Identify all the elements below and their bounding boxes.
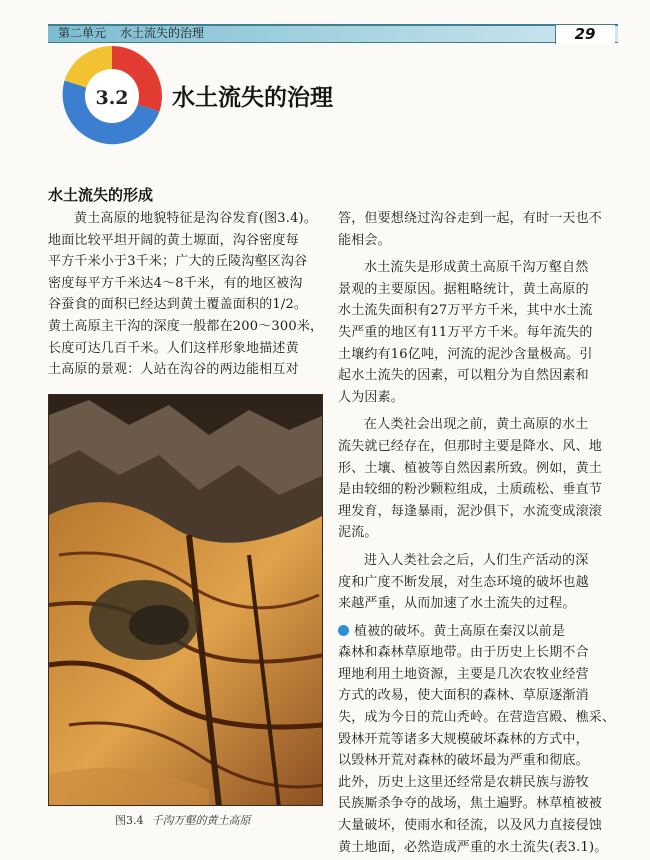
figure-caption [115,812,251,830]
text-line: 植被的破坏。黄土高原在秦汉以前是 [354,623,566,639]
chapter-header [58,25,204,42]
text-line: 理发育，每逢暴雨，泥沙俱下，水流变成滚滚 [338,503,603,519]
text-line: 森林和森林草原地带。由于历史上长期不合 [338,645,589,661]
section-number-badge [62,46,162,146]
text-line: 地面比较平坦开阔的黄土塬面，沟谷密度每 [48,232,299,248]
text-line: 水土流失面积有27万平方千米，其中水土流 [338,303,593,319]
text-line: 来越严重，从而加速了水土流失的过程。 [338,596,576,612]
text-line: 大量破坏，使雨水和径流，以及风力直接侵蚀 [338,818,603,834]
text-line: 理地利用土地资源，主要是几次农牧业经营 [338,666,589,682]
text-line: 度和广度不断发展，对生态环境的破坏也越 [338,574,589,590]
text-line: 人为因素。 [338,389,405,405]
loess-plateau-photo [48,394,323,806]
text-line: 景观的主要原因。据粗略统计，黄土高原的 [338,281,589,297]
text-line: 失严重的地区有11万平方千米。每年流失的 [338,324,593,340]
text-line: 进入人类社会之后，人们生产活动的深 [364,552,589,568]
text-line: 黄土地面，必然造成严重的水土流失(表3.1)。 [338,839,608,855]
text-line: 是由较细的粉沙颗粒组成，土质疏松、垂直节 [338,482,603,498]
text-line: 黄土高原主干沟的深度一般都在200～300米， [48,318,323,334]
text-line: 能相会。 [338,232,391,248]
unit-title: 水土流失的治理 [120,26,205,40]
text-line: 土壤约有16亿吨，河流的泥沙含量极高。引 [338,346,593,362]
text-line: 以毁林开荒对森林的破坏最为严重和彻底。 [338,753,589,769]
unit-label: 第二单元 [58,26,107,40]
text-line: 起水土流失的因素，可以粗分为自然因素和 [338,368,589,384]
section-title: 水土流失的治理 [172,84,333,111]
text-line: 此外，历史上这里还经常是农耕民族与游牧 [338,774,589,790]
text-line: 方式的改易，使大面积的森林、草原逐渐消 [338,688,589,704]
text-line: 失，成为今日的荒山秃岭。在营造宫殿、樵采、 [338,710,616,726]
text-line: 长度可达几百千米。人们这样形象地描述黄 [48,340,299,356]
page-number: 29 [574,25,596,43]
text-line: 谷蚕食的面积已经达到黄土覆盖面积的1/2。 [48,297,308,313]
bullet-dot-icon [338,625,349,636]
text-line: 流失就已经存在，但那时主要是降水、风、地 [338,438,603,454]
text-line: 泥流。 [338,525,378,541]
left-column-text [48,208,323,381]
subheading: 水土流失的形成 [48,186,154,204]
right-column-text [338,208,618,858]
section-number: 3.2 [95,87,129,109]
text-line: 形、土壤、植被等自然因素所致。例如，黄土 [338,460,603,476]
text-line: 密度每平方千米达4～8千米，有的地区被沟 [48,275,303,291]
text-line: 土高原的景观：人站在沟谷的两边能相互对 [48,362,299,378]
text-line: 黄土高原的地貌特征是沟谷发育(图3.4)。 [74,211,318,226]
figure-caption-text: 千沟万壑的黄土高原 [151,814,251,827]
text-line: 水土流失是形成黄土高原千沟万壑自然 [364,260,589,276]
text-line: 民族厮杀争夺的战场，焦土遍野。林草植被被 [338,796,603,812]
text-line: 平方千米小于3千米；广大的丘陵沟壑区沟谷 [48,254,308,270]
text-line: 答，但要想绕过沟谷走到一起，有时一天也不 [338,211,603,226]
text-line: 毁林开荒等诸多大规模破坏森林的方式中， [338,731,589,747]
bullet-line [338,621,618,643]
figure-number: 图3.4 [115,814,144,827]
gully-landscape-illustration [49,395,323,806]
text-line: 在人类社会出现之前，黄土高原的水土 [364,417,589,433]
